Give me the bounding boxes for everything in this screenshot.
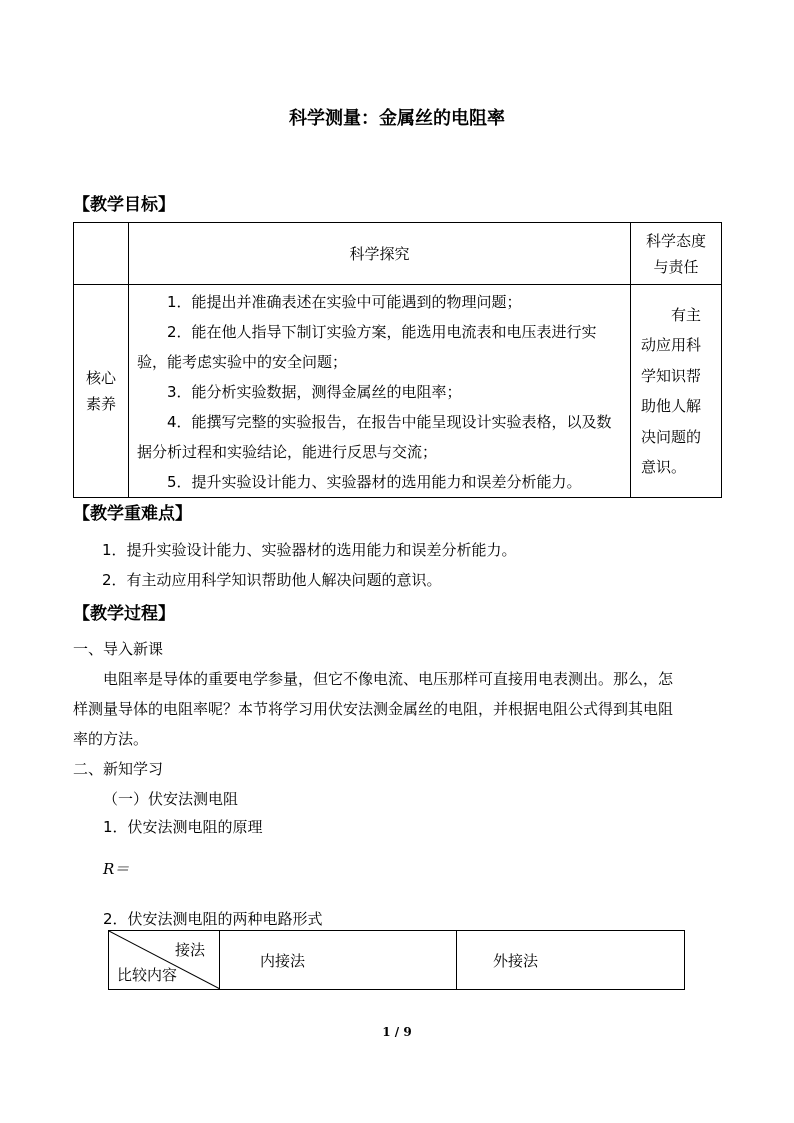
objectives-header-attitude-line2: 与责任 (653, 257, 699, 276)
goal-item: 2．能在他人指导下制订实验方案，能选用电流表和电压表进行实验，能考虑实验中的安全问题； (137, 323, 597, 371)
diag-bottom-label: 比较内容 (117, 966, 178, 984)
intro-line-3: 率的方法。 (73, 730, 149, 748)
objectives-header-attitude (631, 223, 722, 285)
attitude-cell (631, 285, 722, 498)
objectives-header-empty (74, 223, 129, 285)
section-keypoints-heading: 【教学重难点】 (73, 504, 192, 524)
section-process-heading: 【教学过程】 (73, 604, 175, 624)
part1-title: 一、导入新课 (73, 640, 164, 658)
outer-connection-header: 外接法 (457, 931, 685, 990)
section-objectives-heading: 【教学目标】 (73, 195, 175, 215)
diag-top-label: 接法 (174, 941, 205, 959)
attitude-text: 有主动应用科学知识帮助他人解决问题的意识。 (641, 305, 702, 476)
keypoint-item: 1．提升实验设计能力、实验器材的选用能力和误差分析能力。 (102, 541, 517, 559)
inquiry-goals-cell (129, 285, 631, 498)
core-literacy-label-line2: 素养 (85, 395, 116, 413)
intro-line-2: 样测量导体的电阻率呢？本节将学习用伏安法测金属丝的电阻，并根据电阻公式得到其电阻 (73, 700, 674, 718)
page-number: 1 / 9 (382, 1025, 412, 1039)
objectives-header-inquiry: 科学探究 (129, 223, 631, 285)
intro-line-1: 电阻率是导体的重要电学参量，但它不像电流、电压那样可直接用电表测出。那么，怎 (103, 670, 674, 688)
goal-item: 4．能撰写完整的实验报告，在报告中能呈现设计实验表格，以及数据分析过程和实验结论，能进行反思与交流； (137, 413, 612, 461)
formula-r: R＝ (103, 860, 130, 878)
subsection-1-title: （一）伏安法测电阻 (103, 790, 239, 808)
objectives-header-attitude-line1: 科学态度 (645, 231, 706, 250)
diagonal-header-cell (109, 931, 220, 990)
item-1-title: 1．伏安法测电阻的原理 (103, 818, 263, 836)
goal-item: 3．能分析实验数据，测得金属丝的电阻率； (167, 383, 462, 401)
objectives-table (73, 222, 722, 498)
core-literacy-label (74, 285, 129, 498)
objectives-core-row (74, 285, 722, 498)
circuit-compare-table (108, 930, 685, 990)
compare-header-row (109, 931, 685, 990)
keypoint-item: 2．有主动应用科学知识帮助他人解决问题的意识。 (102, 571, 442, 589)
item-2-title: 2．伏安法测电阻的两种电路形式 (103, 910, 323, 928)
core-literacy-label-line1: 核心 (85, 369, 116, 387)
goal-item: 1．能提出并准确表述在实验中可能遇到的物理问题； (167, 293, 522, 311)
goal-item: 5．提升实验设计能力、实验器材的选用能力和误差分析能力。 (167, 473, 582, 491)
inner-connection-header: 内接法 (220, 931, 457, 990)
page-title: 科学测量：金属丝的电阻率 (289, 108, 505, 129)
objectives-header-row (74, 223, 722, 285)
part2-title: 二、新知学习 (73, 760, 164, 778)
